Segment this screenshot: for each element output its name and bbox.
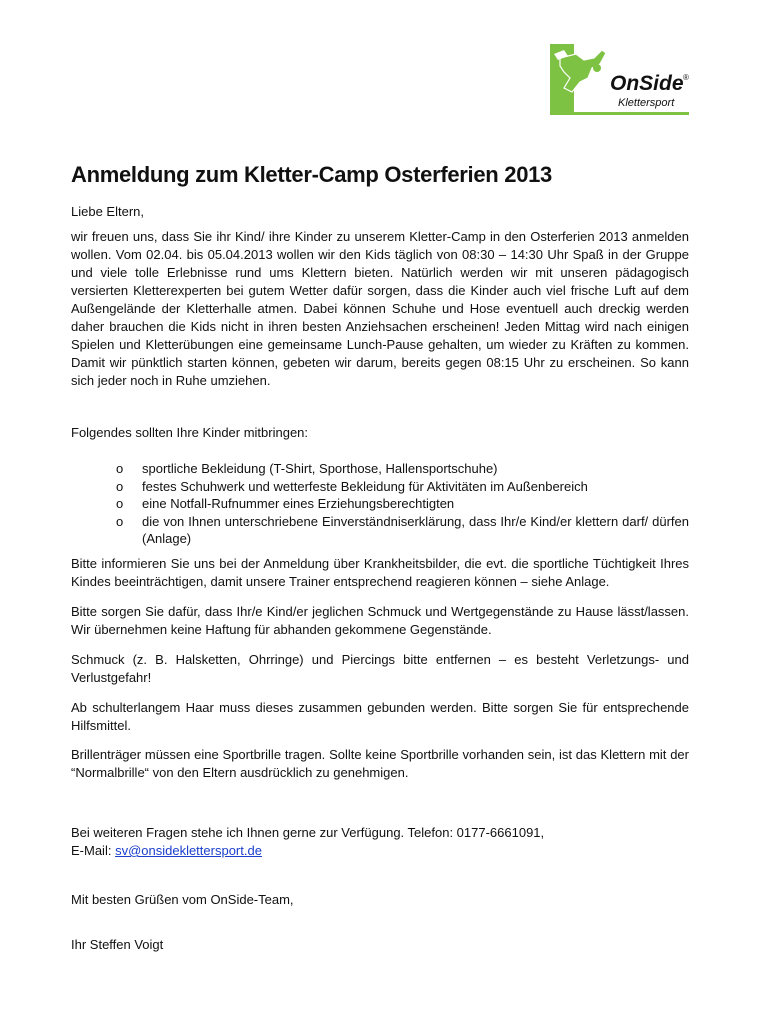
hair-paragraph: Ab schulterlangem Haar muss dieses zusammen gebunden werden. Bitte sorgen Sie für entsprechende Hilfsmittel. — [71, 700, 689, 733]
list-item — [71, 495, 689, 513]
contact-block — [71, 824, 689, 860]
list-item — [71, 478, 689, 496]
list-item — [71, 513, 689, 548]
intro-paragraph: wir freuen uns, dass Sie ihr Kind/ ihre Kinder zu unserem Kletter-Camp in den Osterferien 2013 anmelden wollen. Vom 02.04. bis 05.04.2013 wollen wir den Kids täglich von 08:30 – 14:30 Uhr Spaß in der Gruppe und viele tolle Erlebnisse rund ums Klettern bieten. Natürlich werden wir mit unseren pädagogisch versierten Kletterexperten bei gutem Wetter dafür sorgen, dass die Kinder auch viel frische Luft auf dem Außengelände der Kletterhalle atmen. Dabei können Schuhe und Hose eventuell auch dreckig werden daher brauchen die Kids nicht in ihren besten Anziehsachen erscheinen! Jeden Mittag wird nach einigen Spielen und Kletterübungen eine gemeinsame Lunch-Pause gehalten, um wieder zu Kräften zu kommen. Damit wir pünktlich starten können, gebeten wir darum, bereits gegen 08:15 Uhr zu erscheinen. So kann sich jeder noch in Ruhe umziehen. — [71, 229, 689, 388]
bullet-marker: o — [116, 461, 124, 476]
closing-line: Mit besten Grüßen vom OnSide-Team, — [71, 892, 294, 907]
page-title: Anmeldung zum Kletter-Camp Osterferien 2013 — [71, 162, 552, 187]
onside-logo — [550, 44, 690, 116]
valuables-paragraph: Bitte sorgen Sie dafür, dass Ihr/e Kind/er jeglichen Schmuck und Wertgegenstände zu Hause lässt/lassen. Wir übernehmen keine Haftung für abhanden gekommene Gegenstände. — [71, 604, 689, 637]
signature: Ihr Steffen Voigt — [71, 937, 164, 952]
packing-list — [71, 460, 689, 548]
email-line — [71, 842, 689, 860]
list-item-text: festes Schuhwerk und wetterfeste Bekleidung für Aktivitäten im Außenbereich — [142, 478, 588, 494]
logo-subtitle-text: Klettersport — [618, 97, 675, 109]
logo-underline — [550, 112, 689, 115]
glasses-paragraph: Brillenträger müssen eine Sportbrille tragen. Sollte keine Sportbrille vorhanden sein, ist das Klettern mit der “Normalbrille“ von den Eltern ausdrücklich zu genehmigen. — [71, 747, 689, 780]
greeting: Liebe Eltern, — [71, 204, 144, 219]
list-intro: Folgendes sollten Ihre Kinder mitbringen: — [71, 425, 309, 440]
list-item — [71, 460, 689, 478]
bullet-marker: o — [116, 513, 124, 529]
jewelry-paragraph: Schmuck (z. B. Halsketten, Ohrringe) und Piercings bitte entfernen – es besteht Verletzungs- und Verlustgefahr! — [71, 652, 689, 685]
list-item-text: die von Ihnen unterschriebene Einverständniserklärung, dass Ihr/e Kind/er klettern darf/ dürfen (Anlage) — [142, 513, 689, 546]
list-item-text: eine Notfall-Rufnummer eines Erziehungsberechtigten — [142, 496, 455, 511]
email-label: E-Mail: — [71, 843, 116, 858]
onside-logo-graphic — [550, 44, 690, 116]
health-paragraph: Bitte informieren Sie uns bei der Anmeldung über Krankheitsbilder, die evt. die sportliche Tüchtigkeit Ihres Kindes beeinträchtigen, damit unsere Trainer entsprechend reagieren können – siehe Anlage. — [71, 556, 689, 589]
bullet-marker: o — [116, 496, 124, 511]
logo-brand-text: OnSide — [610, 72, 684, 95]
bullet-marker: o — [116, 478, 124, 494]
contact-line: Bei weiteren Fragen stehe ich Ihnen gerne zur Verfügung. Telefon: 0177-6661091, — [71, 825, 545, 840]
list-item-text: sportliche Bekleidung (T-Shirt, Sporthose, Hallensportschuhe) — [142, 461, 498, 476]
climber-head-icon — [593, 64, 601, 72]
logo-registered-mark: ® — [683, 73, 689, 82]
email-link[interactable]: sv@onsideklettersport.de — [115, 843, 262, 858]
